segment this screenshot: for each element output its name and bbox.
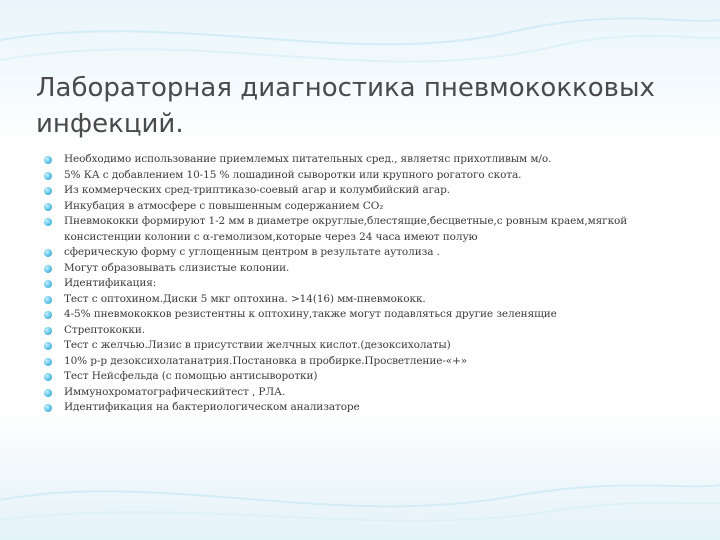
bullet-text: Стрептококки. (64, 323, 145, 336)
list-item (44, 323, 664, 339)
list-item (44, 385, 664, 401)
list-item (44, 369, 664, 385)
list-item (44, 168, 664, 184)
bullet-dot-icon (44, 187, 52, 195)
bullet-text: Тест с желчью.Лизис в присутствии желчных кислот.(дезоксихолаты) (64, 339, 451, 351)
bullet-text: 4-5% пневмококков резистентны к оптохину,также могут подавляться другие зеленящие (64, 308, 557, 320)
bullet-text: Необходимо использование приемлемых питательных сред., являетяс прихотливым м/о. (64, 153, 552, 165)
bullet-text: Тест Нейсфельда (с помощью антисыворотки) (64, 370, 318, 382)
bullet-list (44, 152, 664, 416)
list-item (44, 152, 664, 168)
bullet-dot-icon (44, 358, 52, 366)
bullet-dot-icon (44, 389, 52, 397)
list-item (44, 400, 664, 416)
bullet-text: Иммунохроматографическийтест , РЛА. (64, 385, 286, 398)
bullet-text: 10% р-р дезоксихолатанатрия.Постановка в пробирке.Просветление-«+» (64, 354, 468, 367)
bullet-text: сферическую форму с углощенным центром в результате аутолиза . (64, 246, 440, 258)
bullet-dot-icon (44, 404, 52, 412)
bullet-dot-icon (44, 327, 52, 335)
bullet-text: Идентификация на бактериологическом анализаторе (64, 401, 360, 413)
list-item (44, 245, 664, 261)
list-item (44, 307, 664, 323)
bullet-dot-icon (44, 265, 52, 273)
bullet-text: Из коммерческих сред-триптиказо-соевый агар и колумбийский агар. (64, 184, 450, 196)
bullet-dot-icon (44, 280, 52, 288)
list-item (44, 214, 664, 245)
bullet-text: Идентификация: (64, 277, 157, 289)
list-item (44, 199, 664, 215)
list-item (44, 261, 664, 277)
list-item (44, 354, 664, 370)
bullet-dot-icon (44, 218, 52, 226)
bullet-dot-icon (44, 249, 52, 257)
list-item (44, 276, 664, 292)
bullet-dot-icon (44, 342, 52, 350)
list-item (44, 183, 664, 199)
bullet-text: Могут образовывать слизистые колонии. (64, 261, 290, 274)
bullet-text: 5% КА с добавлением 10-15 % лошадиной сыворотки или крупного рогатого скота. (64, 168, 522, 181)
list-item (44, 292, 664, 308)
bullet-dot-icon (44, 203, 52, 211)
slide-title: Лабораторная диагностика пневмококковых инфекций. (36, 73, 655, 139)
bullet-dot-icon (44, 296, 52, 304)
bullet-dot-icon (44, 156, 52, 164)
bullet-text: Тест с оптохином.Диски 5 мкг оптохина. >14(16) мм-пневмококк. (64, 292, 426, 305)
bullet-dot-icon (44, 172, 52, 180)
bullet-text: Пневмококки формируют 1-2 мм в диаметре округлые,блестящие,бесцветные,с ровным краем,мягкой консистенции колонии с α-гемолизом,которые через 24 часа имеют полую (64, 215, 628, 243)
bullet-dot-icon (44, 373, 52, 381)
bullet-dot-icon (44, 311, 52, 319)
list-item (44, 338, 664, 354)
bullet-text: Инкубация в атмосфере с повышенным содержанием СО₂ (64, 199, 384, 212)
